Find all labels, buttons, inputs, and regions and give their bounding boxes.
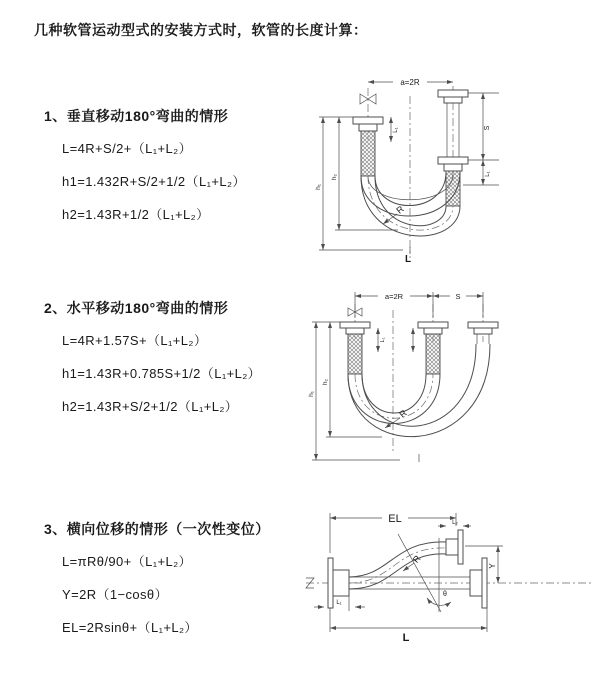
dim-label-h2: h₂	[322, 378, 329, 386]
dim-label-r: R	[410, 553, 423, 565]
dim-label-l: L	[402, 632, 410, 644]
section-1-heading: 1、垂直移动180°弯曲的情形	[44, 108, 229, 124]
diagram-vertical-180-bend	[303, 62, 565, 264]
dim-label-h2: h₂	[331, 173, 338, 181]
dim-label-r: R	[394, 203, 406, 216]
formula-h2: h2=1.43R+1/2（L₁+L₂）	[62, 207, 210, 222]
middle-flange	[418, 322, 448, 334]
hose-curves	[361, 172, 460, 236]
dimension-fitting-left	[378, 328, 386, 352]
page-title: 几种软管运动型式的安装方式时，软管的长度计算：	[34, 22, 368, 38]
left-braid-hose	[348, 334, 362, 374]
dimension-stroke	[468, 93, 499, 160]
right-flange	[470, 558, 487, 608]
right-flange-upper	[438, 90, 468, 103]
formula-h1: h1=1.43R+0.785S+1/2（L₁+L₂）	[62, 366, 262, 381]
section-3-heading: 3、横向位移的情形（一次性变位）	[44, 521, 270, 537]
dimension-h-inner	[312, 322, 382, 437]
dim-label-theta: θ	[443, 591, 447, 598]
upper-flange	[446, 530, 463, 564]
dimension-el	[330, 513, 456, 553]
left-braid-hose	[361, 131, 375, 176]
dim-label-a2r: a=2R	[400, 78, 420, 87]
dimension-l1	[314, 596, 365, 611]
radius-leader	[403, 553, 423, 571]
diagram-horizontal-180-bend	[300, 282, 572, 470]
dim-label-h1: h₁	[315, 184, 322, 190]
dim-label-s: S	[455, 292, 461, 301]
section-lateral-displacement	[44, 519, 270, 650]
dim-label-l1: L₁	[336, 600, 342, 606]
dim-label-s: S	[484, 125, 491, 131]
formula-el: EL=2Rsinθ+（L₁+L₂）	[62, 620, 198, 635]
dim-label-l1: L₁	[380, 337, 386, 343]
dim-label-h1: h₁	[308, 391, 315, 397]
section-2-heading: 2、水平移动180°弯曲的情形	[44, 300, 229, 316]
dimension-length	[405, 247, 411, 264]
section-vertical-movement	[44, 106, 246, 237]
dimension-width	[368, 78, 453, 87]
diagram-lateral-displacement	[298, 498, 600, 660]
dimension-fitting-left	[391, 117, 399, 142]
dim-label-l: L	[404, 254, 412, 264]
dimension-width	[355, 292, 483, 318]
hose-curves	[348, 344, 490, 437]
formula-l: L=4R+1.57S+（L₁+L₂）	[62, 333, 208, 348]
right-flange-lower	[438, 157, 468, 171]
radius-leader	[383, 203, 406, 224]
dimension-h-inner	[319, 117, 398, 230]
dim-label-a2r: a=2R	[384, 292, 404, 301]
dim-label-y: Y	[488, 563, 497, 569]
dimension-length	[330, 608, 487, 644]
dim-label-r: R	[397, 407, 409, 420]
section-horizontal-movement	[44, 298, 261, 429]
dim-label-l1-right: L₁	[485, 171, 491, 177]
formula-l: L=πRθ/90+（L₁+L₂）	[62, 554, 192, 569]
dim-label-el: EL	[388, 513, 402, 525]
middle-braid-hose	[426, 334, 440, 374]
hose-curve	[349, 542, 446, 589]
dimension-l2	[438, 520, 471, 526]
formula-l: L=4R+S/2+（L₁+L₂）	[62, 141, 193, 156]
formula-y: Y=2R（1−cosθ）	[62, 587, 168, 602]
formula-h1: h1=1.432R+S/2+1/2（L₁+L₂）	[62, 174, 246, 189]
theta-construction	[398, 534, 451, 612]
dim-label-l1: L₁	[393, 127, 399, 133]
formula-h2: h2=1.43R+S/2+1/2（L₁+L₂）	[62, 399, 239, 414]
dim-label-l2: L₂	[452, 520, 458, 526]
left-flange	[353, 117, 383, 131]
left-flange	[340, 322, 370, 334]
